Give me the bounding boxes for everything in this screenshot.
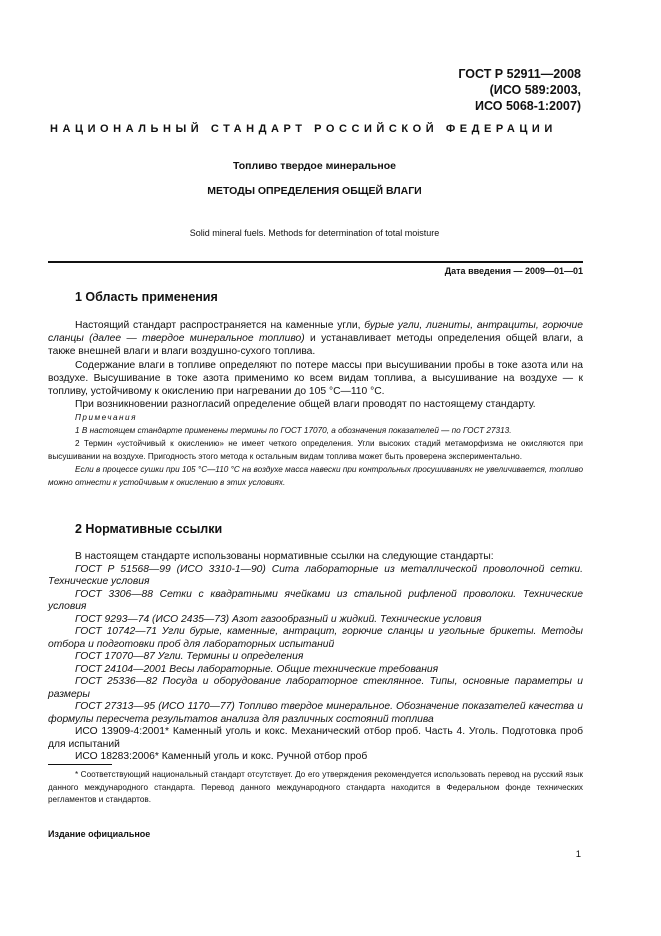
- reference-item: ГОСТ 3306—88 Сетки с квадратными ячейками из стальной рифленой проволоки. Технические условия: [48, 588, 583, 612]
- reference-item: ГОСТ 9293—74 (ИСО 2435—73) Азот газообразный и жидкий. Технические условия: [75, 613, 482, 625]
- reference-item: ГОСТ 25336—82 Посуда и оборудование лабораторное стеклянное. Типы, основные параметры и размеры: [48, 676, 583, 700]
- notes-block: [48, 411, 583, 489]
- footnote-rule: [48, 764, 112, 765]
- iso-line-2: ИСО 5068-1:2007): [475, 99, 581, 113]
- footnote: * Соответствующий национальный стандарт отсутствует. До его утверждения рекомендуется использовать перевод на русский язык данного международного стандарта. Перевод данного международного стандарта находится в Федеральном фонде технических регламентов и стандартов.: [48, 770, 583, 804]
- note-2: 2 Термин «устойчивый к окислению» не имеет четкого определения. Угли высоких стадий метаморфизма не окисляются при высушивании на воздухе. Пригодность этого метода к остальным видам топлива может быть проверена экспериментально.: [48, 439, 583, 461]
- english-title: Solid mineral fuels. Methods for determination of total moisture: [189, 228, 440, 238]
- notes-label: Примечания: [75, 413, 137, 422]
- iso-line-1: (ИСО 589:2003,: [489, 83, 581, 97]
- references-list: [48, 551, 583, 764]
- subject-heading: Топливо твердое минеральное: [233, 160, 396, 172]
- standard-designation: [458, 66, 581, 114]
- section-1-body: [48, 319, 583, 411]
- reference-item: ГОСТ 10742—71 Угли бурые, каменные, антрацит, горючие сланцы и угольные брикеты. Методы отбора и подготовки проб для лабораторных испытаний: [48, 626, 583, 650]
- national-standard-banner: НАЦИОНАЛЬНЫЙ СТАНДАРТ РОССИЙСКОЙ ФЕДЕРАЦИИ: [50, 123, 557, 135]
- reference-item: ГОСТ 17070—87 Угли. Термины и определения: [75, 651, 304, 662]
- note-3: Если в процессе сушки при 105 °С—110 °С на воздухе масса навески при контрольных просушиваниях не увеличивается, топливо можно отнести к устойчивым к окислению в этих условиях.: [48, 465, 583, 487]
- section-1-heading: 1 Область применения: [75, 290, 218, 304]
- edition-label: Издание официальное: [48, 829, 151, 839]
- page-number: 1: [575, 849, 581, 860]
- method-paragraph: Содержание влаги в топливе определяют по потере массы при высушивании пробы в токе азота или на воздухе. Высушивание в токе азота применимо ко всем видам топлива, а высушивание на воздухе — к топливу, устойчивому к окислению при нагревании до 105 °С—110 °С.: [48, 359, 583, 398]
- reference-item: ГОСТ 24104—2001 Весы лабораторные. Общие технические требования: [75, 663, 439, 675]
- dispute-paragraph: При возникновении разногласий определение общей влаги проводят по настоящему стандарту.: [75, 399, 536, 411]
- title-rule: [48, 261, 583, 263]
- document-title: МЕТОДЫ ОПРЕДЕЛЕНИЯ ОБЩЕЙ ВЛАГИ: [207, 185, 422, 197]
- references-intro: В настоящем стандарте использованы нормативные ссылки на следующие стандарты:: [75, 551, 494, 562]
- reference-item: ИСО 13909-4:2001* Каменный уголь и кокс. Механический отбор проб. Часть 4. Уголь. Подготовка проб для испытаний: [48, 726, 583, 750]
- reference-item: ГОСТ Р 51568—99 (ИСО 3310-1—90) Сита лабораторные из металлической проволочной сетки. Технические условия: [48, 563, 583, 587]
- reference-item: ГОСТ 27313—95 (ИСО 1170—77) Топливо твердое минеральное. Обозначение показателей качества и формулы пересчета результатов анализа для различных состояний топлива: [48, 701, 583, 725]
- gost-number: ГОСТ Р 52911—2008: [458, 67, 581, 81]
- section-2-heading: 2 Нормативные ссылки: [75, 522, 223, 536]
- note-1: 1 В настоящем стандарте применены термины по ГОСТ 17070, а обозначения показателей — по ГОСТ 27313.: [75, 426, 512, 435]
- scope-paragraph: Настоящий стандарт распространяется на каменные угли, бурые угли, лигниты, антрациты, горючие сланцы (далее — твердое минеральное топливо) и устанавливает методы определения общей влаги, а также внешней влаги и влаги воздушно-сухого топлива.: [48, 320, 584, 358]
- reference-item: ИСО 18283:2006* Каменный уголь и кокс. Ручной отбор проб: [75, 751, 368, 762]
- date-introduced: Дата введения — 2009—01—01: [444, 266, 583, 276]
